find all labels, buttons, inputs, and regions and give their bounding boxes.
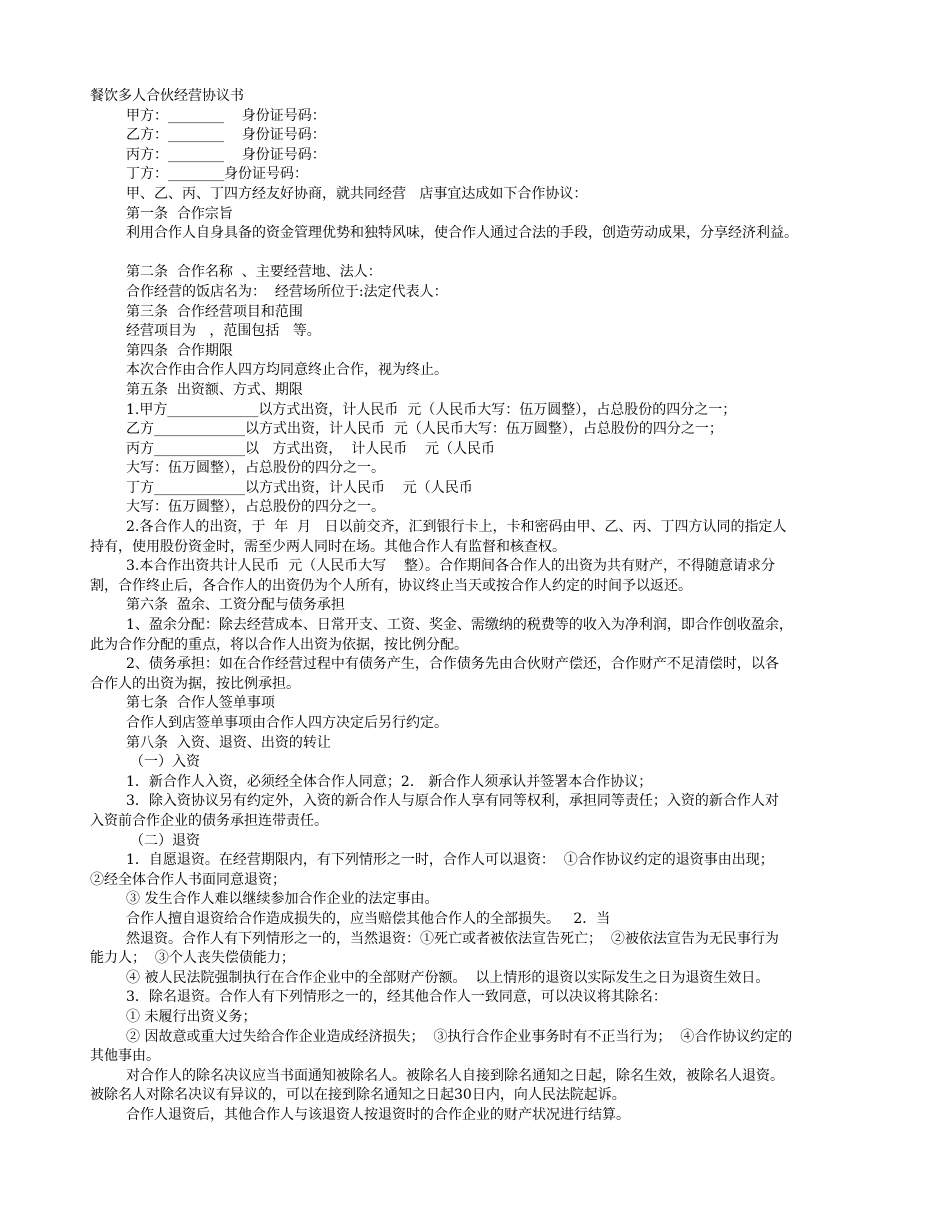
article-6-heading: 第六条 盈余、工资分配与债务承担 — [126, 597, 345, 614]
paragraph-text: 1、盈余分配：除去经营成本、日常开支、工资、奖金、需缴纳的税费等的收入为净利润，即合作创收盈余， — [126, 617, 793, 634]
contribution-party-d-cont: 大写：伍万圆整），占总股份的四分之一。 — [126, 499, 385, 516]
party-b-line: 乙方：________ 身份证号码： — [126, 127, 326, 144]
paragraph-text: 3.本合作出资共计人民币 元（人民币大写 整）。合作期间各合作人的出资为共有财产，不得随意请求分 — [126, 558, 776, 575]
party-a-line: 甲方：________ 身份证号码： — [126, 107, 326, 124]
paragraph-text: 合作人退资后，其他合作人与该退资人按退资时的合作企业的财产状况进行结算。 — [126, 1106, 630, 1123]
article-4-text: 本次合作由合作人四方均同意终止合作，视为终止。 — [126, 362, 448, 379]
paragraph-text: 此为合作分配的重点，将以合作人出资为依据，按比例分配。 — [90, 636, 468, 653]
article-7-text: 合作人到店签单事项由合作人四方决定后另行约定。 — [126, 715, 448, 731]
paragraph-text: 1．新合作人入资，必须经全体合作人同意；2． 新合作人须承认并签署本合作协议； — [126, 773, 653, 790]
article-1-text: 利用合作人自身具备的资金管理优势和独特风味，使合作人通过合法的手段，创造劳动成果，分享经济利益。 — [126, 225, 798, 242]
intro-line: 甲、乙、丙、丁四方经友好协商，就共同经营 店事宜达成如下合作协议： — [126, 185, 588, 202]
article-3-text: 经营项目为 ，范围包括 等。 — [126, 323, 321, 340]
section-heading-withdrawal: （二）退资 — [130, 832, 200, 849]
blank-line — [90, 244, 880, 264]
paragraph-text: ②经全体合作人书面同意退资； — [90, 871, 286, 888]
contribution-party-c-cont: 大写：伍万圆整），占总股份的四分之一。 — [126, 460, 385, 477]
contribution-party-c: 丙方_____________以 方式出资， 计人民币 元（人民币 — [126, 440, 496, 457]
party-d-line: 丁方：________身份证号码： — [126, 166, 308, 183]
paragraph-text: 3．除入资协议另有约定外，入资的新合作人与原合作人享有同等权利，承担同等责任；入资的新合作人对 — [126, 793, 779, 810]
party-c-line: 丙方：________ 身份证号码： — [126, 146, 326, 163]
article-2-heading: 第二条 合作名称 、主要经营地、法人： — [126, 264, 382, 281]
article-7-heading: 第七条 合作人签单事项 — [126, 695, 275, 712]
paragraph-text: 合作人擅自退资给合作造成损失的，应当赔偿其他合作人的全部损失。 2．当 — [126, 910, 611, 927]
paragraph-text: 2、债务承担：如在合作经营过程中有债务产生，合作债务先由合伙财产偿还，合作财产不足清偿时，以各 — [126, 656, 779, 673]
paragraph-text: 其他事由。 — [90, 1048, 160, 1065]
section-heading-entry: （一）入资 — [130, 754, 200, 771]
paragraph-text: 2.各合作人的出资，于 年 月 日以前交齐，汇到银行卡上，卡和密码由甲、乙、丙、丁四方认同的指定人 — [126, 519, 787, 536]
contribution-party-b: 乙方_____________以方式出资，计人民币 元（人民币大写：伍万圆整），占总股份的四分之一； — [126, 421, 723, 438]
paragraph-text: 然退资。合作人有下列情形之一的，当然退资：①死亡或者被依法宣告死亡； ②被依法宣告为无民事行为 — [126, 930, 779, 947]
paragraph-text: 1．自愿退资。在经营期限内，有下列情形之一时，合作人可以退资： ①合作协议约定的退资事由出现； — [126, 852, 774, 869]
article-1-heading: 第一条 合作宗旨 — [126, 205, 233, 222]
article-4-heading: 第四条 合作期限 — [126, 342, 233, 359]
contribution-party-a: 1.甲方_____________以方式出资，计人民币 元（人民币大写：伍万圆整），占总股份的四分之一； — [126, 401, 737, 418]
paragraph-text: 合作人的出资为据，按比例承担。 — [90, 675, 300, 692]
paragraph-text: 能力人； ③个人丧失偿债能力； — [90, 950, 295, 967]
paragraph-text: 持有，使用股份资金时，需至少两人同时在场。其他合作人有监督和核查权。 — [90, 538, 566, 555]
paragraph-text: ③ 发生合作人难以继续参加合作企业的法定事由。 — [126, 891, 439, 908]
paragraph-text: ② 因故意或重大过失给合作企业造成经济损失； ③执行合作企业事务时有不正当行为； ④合作协议约定的 — [126, 1028, 793, 1045]
paragraph-text: 入资前合作企业的债务承担连带责任。 — [90, 812, 328, 829]
paragraph-text: ④ 被人民法院强制执行在合作企业中的全部财产份额。 以上情形的退资以实际发生之日为退资生效日。 — [126, 969, 770, 986]
contribution-party-d: 丁方_____________以方式出资，计人民币 元（人民币 — [126, 479, 473, 496]
paragraph-text: 被除名人对除名决议有异议的，可以在接到除名通知之日起30日内，向人民法院起诉。 — [90, 1087, 626, 1104]
paragraph-text: 割，合作终止后，各合作人的出资仍为个人所有，协议终止当天或按合作人约定的时间予以返还。 — [90, 577, 692, 594]
paragraph-text: 对合作人的除名决议应当书面通知被除名人。被除名人自接到除名通知之日起，除名生效，被除名人退资。 — [126, 1067, 784, 1084]
paragraph-text: 3．除名退资。合作人有下列情形之一的，经其他合作人一致同意，可以决议将其除名： — [126, 989, 667, 1006]
agreement-document — [90, 87, 880, 1125]
article-2-text: 合作经营的饭店名为： 经营场所位于:法定代表人： — [126, 283, 448, 300]
article-8-heading: 第八条 入资、退资、出资的转让 — [126, 734, 331, 751]
article-5-heading: 第五条 出资额、方式、期限 — [126, 381, 303, 398]
paragraph-text: ① 未履行出资义务； — [126, 1008, 257, 1025]
document-title: 餐饮多人合伙经营协议书 — [90, 88, 244, 104]
article-3-heading: 第三条 合作经营项目和范围 — [126, 303, 303, 320]
